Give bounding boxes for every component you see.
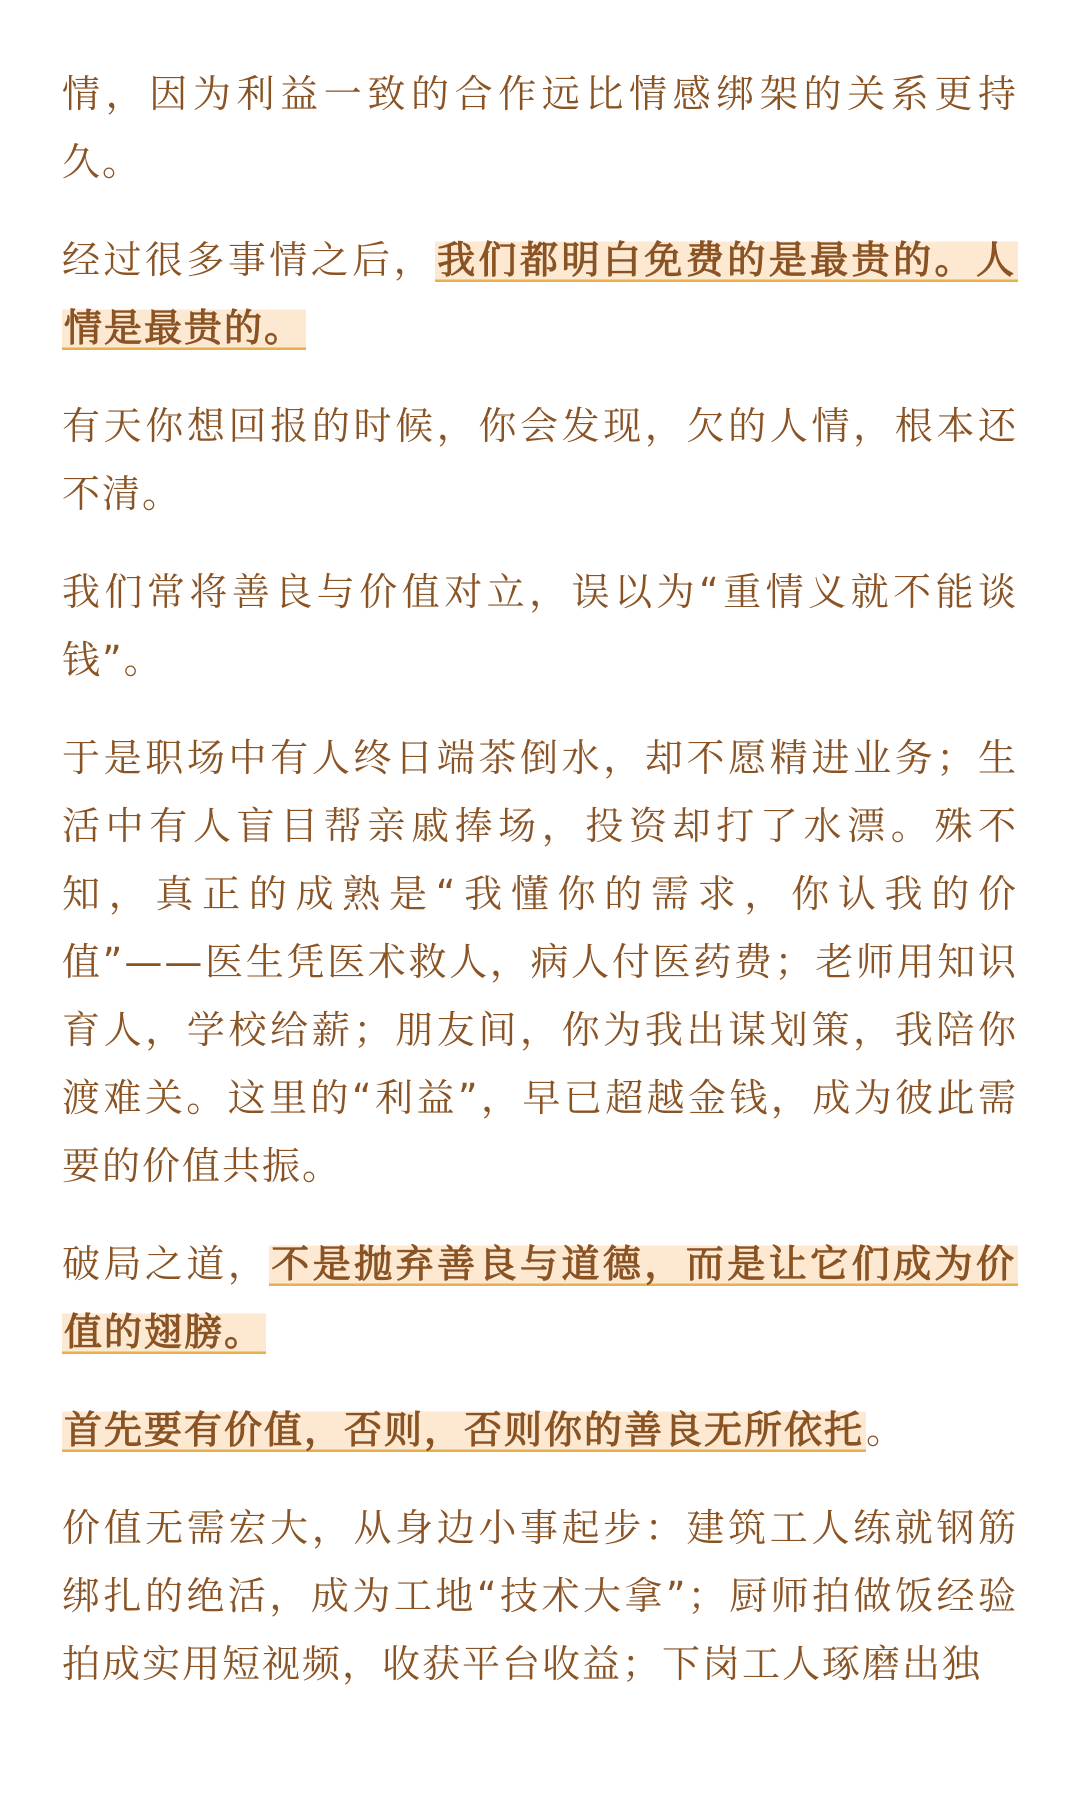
- paragraph-2-text: 经过很多事情之后，: [62, 238, 436, 282]
- paragraph-8-text: 价值无需宏大，从身边小事起步：建筑工人练就钢筋绑扎的绝活，成为工地“技术大拿”；厨师拍做饭经验拍成实用短视频，收获平台收益；下岗工人琢磨出独: [62, 1506, 1018, 1686]
- paragraph-3: [62, 392, 1018, 528]
- paragraph-5: [62, 724, 1018, 1200]
- paragraph-6: [62, 1230, 1018, 1366]
- paragraph-1: [62, 60, 1018, 196]
- paragraph-7: [62, 1396, 1018, 1464]
- paragraph-2: [62, 226, 1018, 362]
- paragraph-7-highlight: 首先要有价值，否则，否则你的善良无所依托: [64, 1408, 865, 1452]
- paragraph-6-text: 破局之道，: [62, 1242, 270, 1286]
- paragraph-4: [62, 558, 1018, 694]
- paragraph-7-tail: 。: [866, 1408, 907, 1452]
- paragraph-3-text: 有天你想回报的时候，你会发现，欠的人情，根本还不清。: [62, 404, 1018, 516]
- paragraph-2-highlight: 我们都明白免费的是最贵的。人情是最贵的。: [64, 238, 1016, 350]
- paragraph-5-text: 于是职场中有人终日端茶倒水，却不愿精进业务；生活中有人盲目帮亲戚捧场，投资却打了水漂。殊不知，真正的成熟是“我懂你的需求，你认我的价值”——医生凭医术救人，病人付医药费；老师用知识育人，学校给薪；朋友间，你为我出谋划策，我陪你渡难关。这里的“利益”，早已超越金钱，成为彼此需要的价值共振。: [62, 736, 1018, 1188]
- paragraph-4-text: 我们常将善良与价值对立，误以为“重情义就不能谈钱”。: [62, 570, 1018, 682]
- paragraph-6-highlight: 不是抛弃善良与道德，而是让它们成为价值的翅膀。: [64, 1242, 1016, 1354]
- paragraph-1-text: 情，因为利益一致的合作远比情感绑架的关系更持久。: [62, 72, 1018, 184]
- paragraph-8: [62, 1494, 1018, 1698]
